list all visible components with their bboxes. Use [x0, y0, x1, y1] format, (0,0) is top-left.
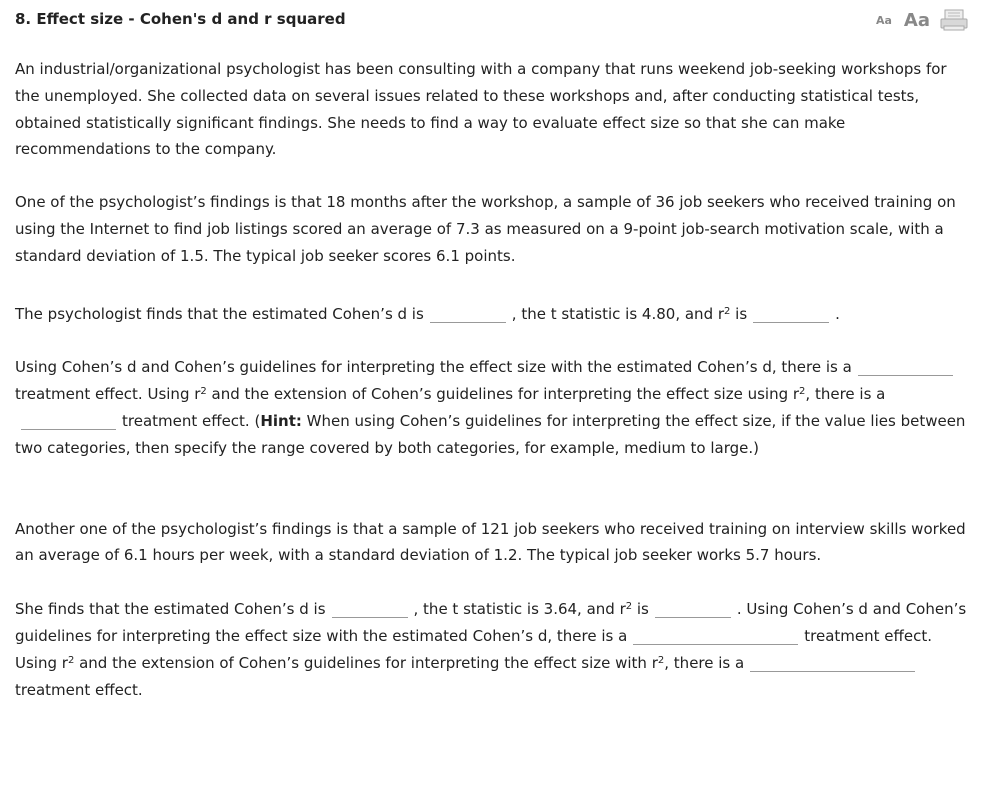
r-squared-effect-dropdown-1[interactable]	[21, 411, 116, 430]
r-squared-input-2[interactable]	[655, 599, 731, 618]
cohens-d-effect-dropdown-2[interactable]	[633, 626, 798, 645]
r-squared-input-1[interactable]	[753, 304, 829, 323]
question-header	[15, 9, 968, 31]
increase-font-button[interactable]: Aa	[903, 10, 930, 31]
cohens-d-input-1[interactable]	[430, 304, 506, 323]
finding-one-interpretation: Using Cohen’s d and Cohen’s guidelines for interpreting the effect size with the estimated Cohen’s d, there is atreatment effect. Using $r^2$ and the extension of Cohen’s guidelines for interpreting the effect size using $r^2$, there is atreatment effect. (Hint: When using Cohen’s guidelines for interpreting the effect size, if the value lies between two categories, then specify the range covered by both categories, for example, medium to large.)	[15, 358, 966, 457]
print-icon[interactable]	[940, 9, 968, 31]
r-squared-effect-dropdown-2[interactable]	[750, 653, 915, 672]
finding-one-paragraph: One of the psychologist’s findings is that 18 months after the workshop, a sample of 36 job seekers who received training on using the Internet to find job listings scored an average of 7.3 as measured on a 9-point job-search motivation scale, with a standard deviation of 1.5. The typical job seeker scores 6.1 points.	[15, 193, 956, 265]
question-title: 8. Effect size - Cohen's d and r squared	[15, 10, 346, 28]
hint-label: Hint:	[260, 411, 302, 430]
finding-two-paragraph: Another one of the psychologist’s findings is that a sample of 121 job seekers who received training on interview skills worked an average of 6.1 hours per week, with a standard deviation of 1.2. The typical job seeker works 5.7 hours.	[15, 519, 966, 565]
cohens-d-effect-dropdown-1[interactable]	[858, 357, 953, 376]
cohens-d-input-2[interactable]	[332, 599, 408, 618]
header-tools	[876, 9, 968, 31]
intro-paragraph: An industrial/organizational psychologist has been consulting with a company that runs weekend job-seeking workshops for the unemployed. She collected data on several issues related to these workshops and, after conducting statistical tests, obtained statistically significant findings. She needs to find a way to evaluate effect size so that she can make recommendations to the company.	[15, 60, 947, 159]
finding-two-question: She finds that the estimated Cohen’s d is , the t statistic is 3.64, and $r^2$ is . Using Cohen’s d and Cohen’s guidelines for interpreting the effect size with the estimated Cohen’s d, there is a treatment effect. Using $r^2$ and the extension of Cohen’s guidelines for interpreting the effect size with $r^2$, there is atreatment effect.	[15, 600, 967, 699]
decrease-font-button[interactable]: Aa	[875, 14, 892, 27]
question-body	[15, 56, 975, 703]
finding-one-question: The psychologist finds that the estimated Cohen’s d is , the t statistic is 4.80, and $r^2$ is .	[15, 304, 840, 323]
